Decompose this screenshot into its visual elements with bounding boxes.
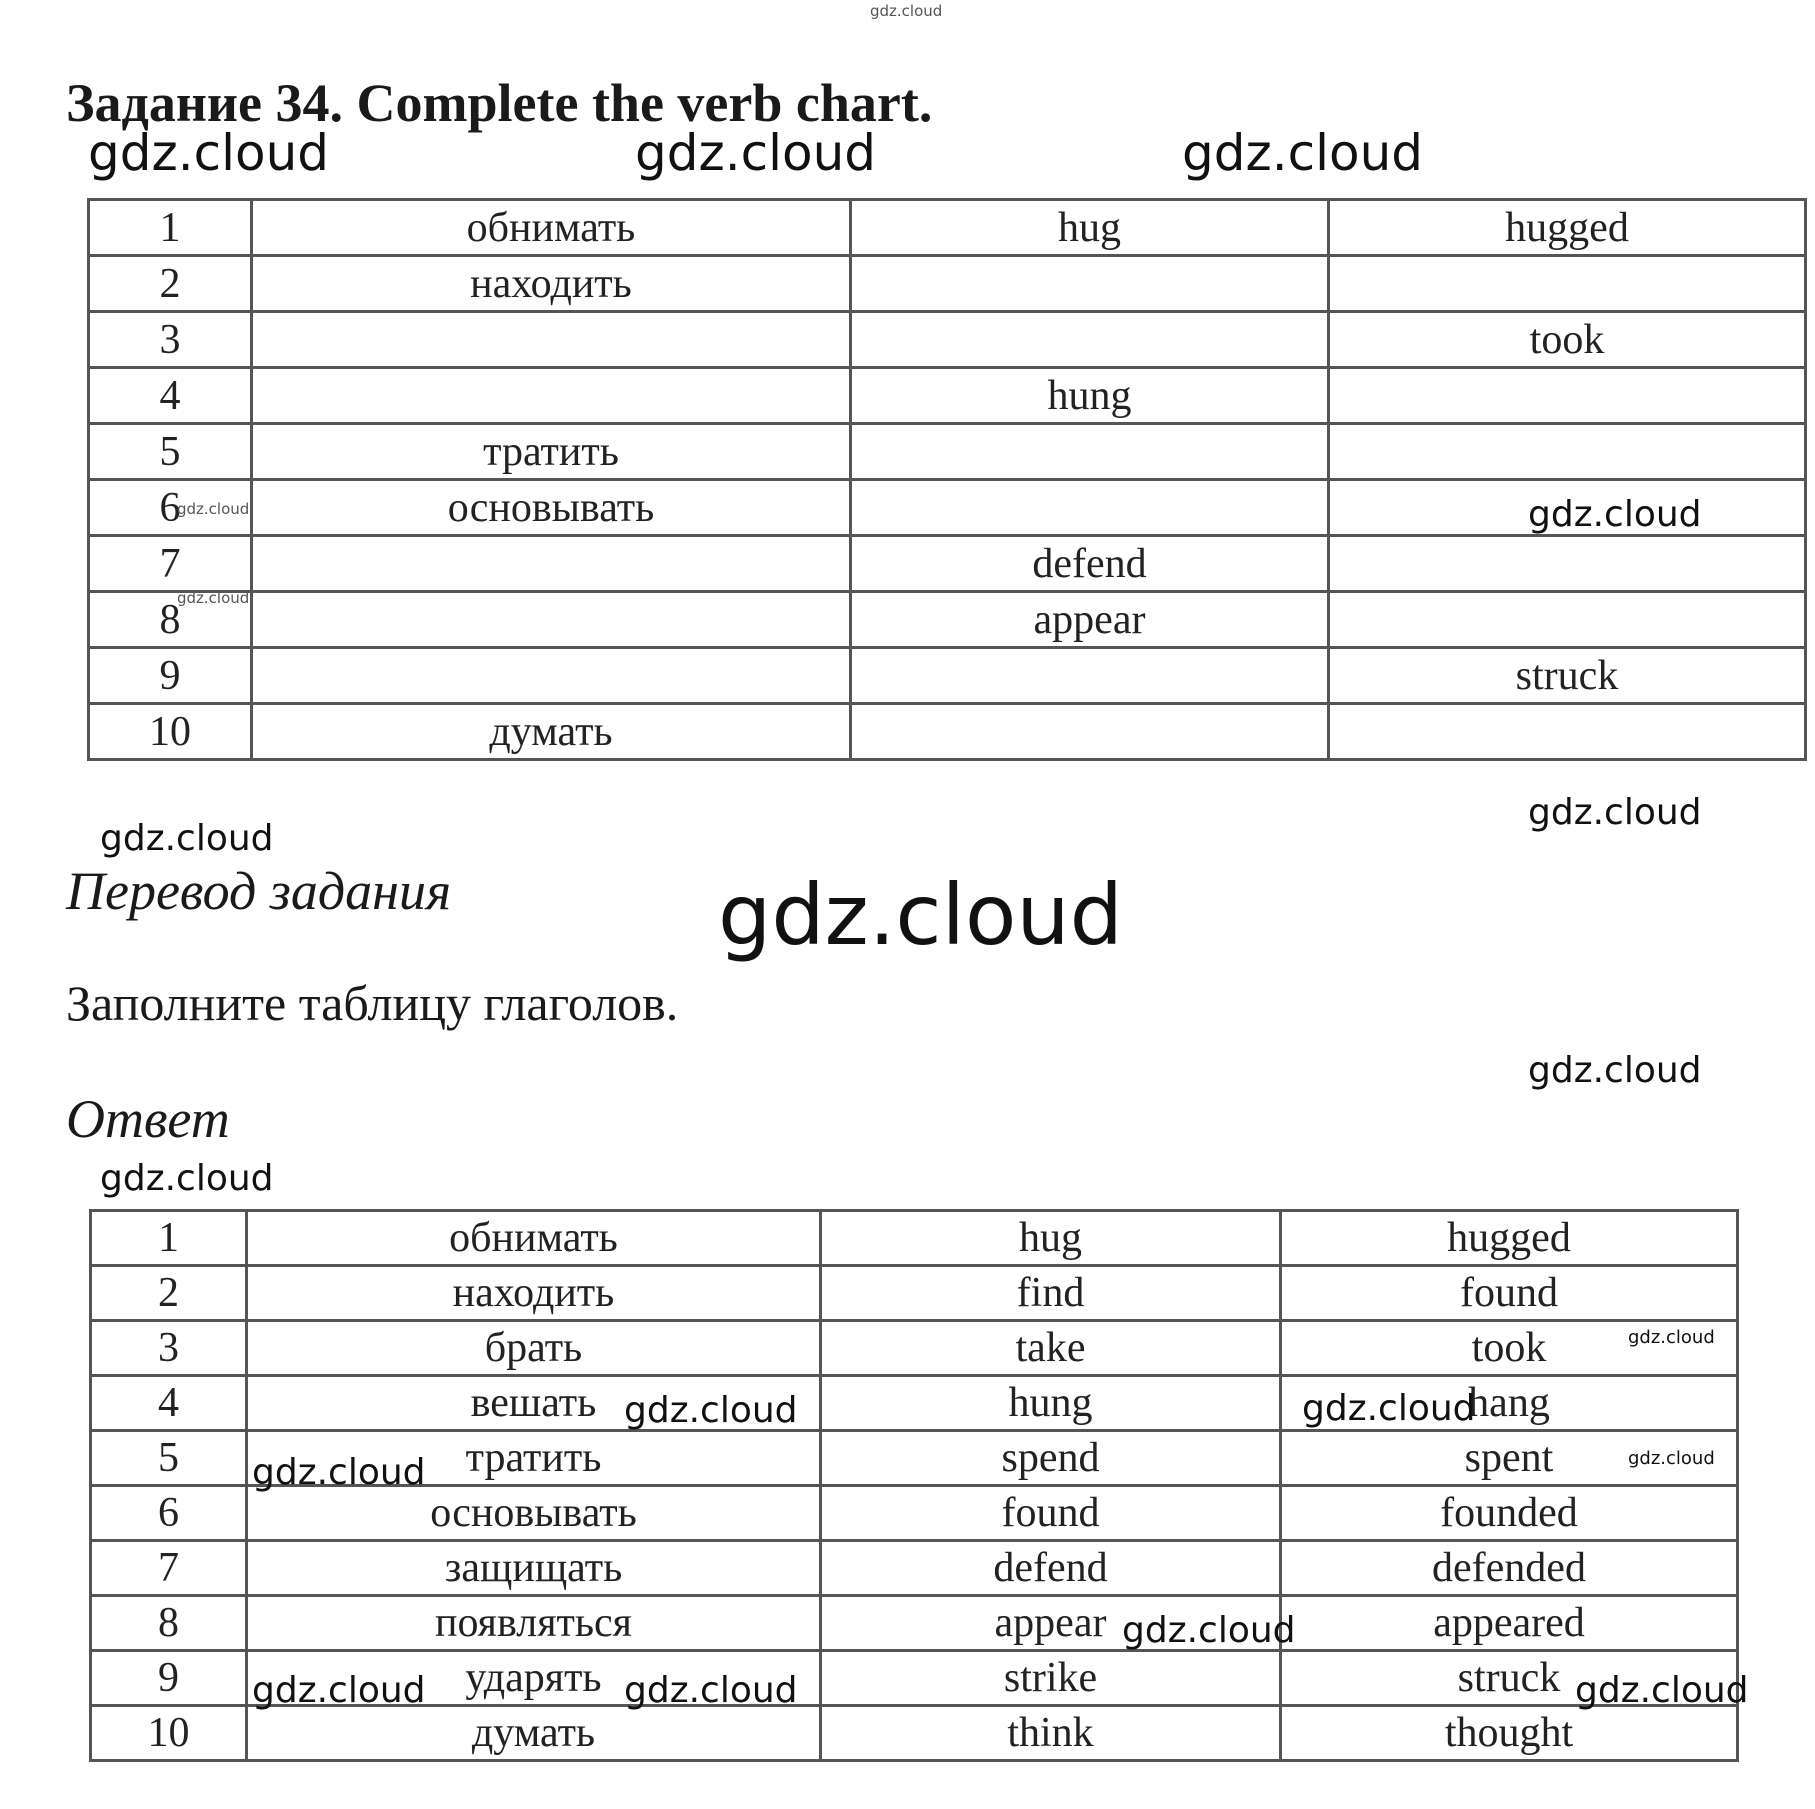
- watermark: gdz.cloud: [1528, 494, 1702, 535]
- verb-infinitive: appear: [821, 1596, 1281, 1651]
- task-table-row: [89, 256, 1806, 312]
- russian-verb: защищать: [247, 1541, 821, 1596]
- task-table-row: [89, 536, 1806, 592]
- russian-verb: [252, 648, 851, 704]
- watermark: gdz.cloud: [88, 124, 330, 182]
- verb-past: [1329, 256, 1806, 312]
- answer-table-row: [91, 1321, 1738, 1376]
- verb-past: hugged: [1281, 1211, 1738, 1266]
- russian-verb: обнимать: [247, 1211, 821, 1266]
- verb-infinitive: hung: [851, 368, 1329, 424]
- watermark-top: gdz.cloud: [870, 2, 943, 20]
- verb-infinitive: defend: [851, 536, 1329, 592]
- verb-past: spent: [1281, 1431, 1738, 1486]
- verb-infinitive: [851, 704, 1329, 760]
- verb-infinitive: [851, 312, 1329, 368]
- verb-past: took: [1281, 1321, 1738, 1376]
- watermark: gdz.cloud: [252, 1452, 426, 1493]
- row-number: 4: [91, 1376, 247, 1431]
- verb-past: appeared: [1281, 1596, 1738, 1651]
- row-number: 6: [91, 1486, 247, 1541]
- row-number: 3: [91, 1321, 247, 1376]
- verb-infinitive: defend: [821, 1541, 1281, 1596]
- answer-table-row: [91, 1541, 1738, 1596]
- row-number: 5: [91, 1431, 247, 1486]
- russian-verb: брать: [247, 1321, 821, 1376]
- verb-past: struck: [1329, 648, 1806, 704]
- row-number: 1: [91, 1211, 247, 1266]
- row-number: 2: [89, 256, 252, 312]
- russian-verb: основывать: [247, 1486, 821, 1541]
- watermark: gdz.cloud: [1182, 124, 1424, 182]
- verb-infinitive: [851, 256, 1329, 312]
- verb-infinitive: found: [821, 1486, 1281, 1541]
- verb-infinitive: [851, 648, 1329, 704]
- watermark: gdz.cloud: [1528, 792, 1702, 833]
- watermark-large: gdz.cloud: [718, 866, 1123, 964]
- verb-past: struck: [1281, 1651, 1738, 1706]
- russian-verb: находить: [252, 256, 851, 312]
- answer-table-row: [91, 1376, 1738, 1431]
- russian-verb: ударять: [247, 1651, 821, 1706]
- russian-verb: [252, 368, 851, 424]
- watermark: gdz.cloud: [1528, 1050, 1702, 1091]
- translation-heading: Перевод задания: [66, 861, 452, 921]
- russian-verb: появляться: [247, 1596, 821, 1651]
- verb-past: took: [1329, 312, 1806, 368]
- watermark: gdz.cloud: [1302, 1388, 1476, 1429]
- verb-infinitive: think: [821, 1706, 1281, 1761]
- row-number: 3: [89, 312, 252, 368]
- row-number: 5: [89, 424, 252, 480]
- verb-infinitive: hug: [821, 1211, 1281, 1266]
- russian-verb: обнимать: [252, 200, 851, 256]
- task-verb-table: [87, 198, 1807, 761]
- watermark: gdz.cloud: [100, 818, 274, 859]
- answer-table-row: [91, 1486, 1738, 1541]
- verb-past: [1329, 536, 1806, 592]
- row-number: 2: [91, 1266, 247, 1321]
- answer-table-row: [91, 1706, 1738, 1761]
- row-number: 6: [89, 480, 252, 536]
- russian-verb: вешать: [247, 1376, 821, 1431]
- row-number: 8: [89, 592, 252, 648]
- verb-past: defended: [1281, 1541, 1738, 1596]
- russian-verb: [252, 592, 851, 648]
- russian-verb: [252, 536, 851, 592]
- russian-verb: тратить: [247, 1431, 821, 1486]
- verb-infinitive: [851, 424, 1329, 480]
- verb-past: [1329, 592, 1806, 648]
- verb-past: [1329, 368, 1806, 424]
- russian-verb: основывать: [252, 480, 851, 536]
- row-number: 4: [89, 368, 252, 424]
- answer-table-row: [91, 1266, 1738, 1321]
- verb-past: [1329, 424, 1806, 480]
- answer-table-row: [91, 1596, 1738, 1651]
- watermark: gdz.cloud: [1628, 1448, 1715, 1469]
- verb-infinitive: strike: [821, 1651, 1281, 1706]
- verb-past: thought: [1281, 1706, 1738, 1761]
- translation-text: Заполните таблицу глаголов.: [66, 975, 679, 1031]
- russian-verb: думать: [252, 704, 851, 760]
- watermark: gdz.cloud: [1575, 1670, 1749, 1711]
- answer-heading: Ответ: [66, 1089, 230, 1149]
- page-title: Задание 34. Complete the verb chart.: [66, 73, 933, 133]
- row-number: 7: [91, 1541, 247, 1596]
- row-number: 10: [89, 704, 252, 760]
- verb-past: [1329, 704, 1806, 760]
- task-table-row: [89, 424, 1806, 480]
- verb-infinitive: [851, 480, 1329, 536]
- russian-verb: находить: [247, 1266, 821, 1321]
- task-table-row: [89, 200, 1806, 256]
- task-table-row: [89, 648, 1806, 704]
- row-number: 10: [91, 1706, 247, 1761]
- row-number: 8: [91, 1596, 247, 1651]
- verb-infinitive: hung: [821, 1376, 1281, 1431]
- watermark: gdz.cloud: [252, 1670, 426, 1711]
- watermark: gdz.cloud: [624, 1670, 798, 1711]
- russian-verb: [252, 312, 851, 368]
- verb-infinitive: take: [821, 1321, 1281, 1376]
- task-table-row: [89, 704, 1806, 760]
- russian-verb: тратить: [252, 424, 851, 480]
- verb-past: found: [1281, 1266, 1738, 1321]
- verb-infinitive: appear: [851, 592, 1329, 648]
- task-table-row: [89, 312, 1806, 368]
- watermark: gdz.cloud: [1628, 1327, 1715, 1348]
- watermark: gdz.cloud: [1122, 1610, 1296, 1651]
- answer-table-row: [91, 1211, 1738, 1266]
- row-number: 9: [89, 648, 252, 704]
- row-number: 7: [89, 536, 252, 592]
- watermark: gdz.cloud: [177, 500, 250, 518]
- verb-infinitive: spend: [821, 1431, 1281, 1486]
- russian-verb: думать: [247, 1706, 821, 1761]
- task-table-row: [89, 368, 1806, 424]
- watermark: gdz.cloud: [635, 124, 877, 182]
- row-number: 9: [91, 1651, 247, 1706]
- watermark: gdz.cloud: [177, 589, 250, 607]
- verb-infinitive: find: [821, 1266, 1281, 1321]
- verb-past: founded: [1281, 1486, 1738, 1541]
- task-table-row: [89, 592, 1806, 648]
- verb-past: hugged: [1329, 200, 1806, 256]
- verb-infinitive: hug: [851, 200, 1329, 256]
- watermark: gdz.cloud: [624, 1390, 798, 1431]
- watermark: gdz.cloud: [100, 1158, 274, 1199]
- verb-past: hang: [1281, 1376, 1738, 1431]
- row-number: 1: [89, 200, 252, 256]
